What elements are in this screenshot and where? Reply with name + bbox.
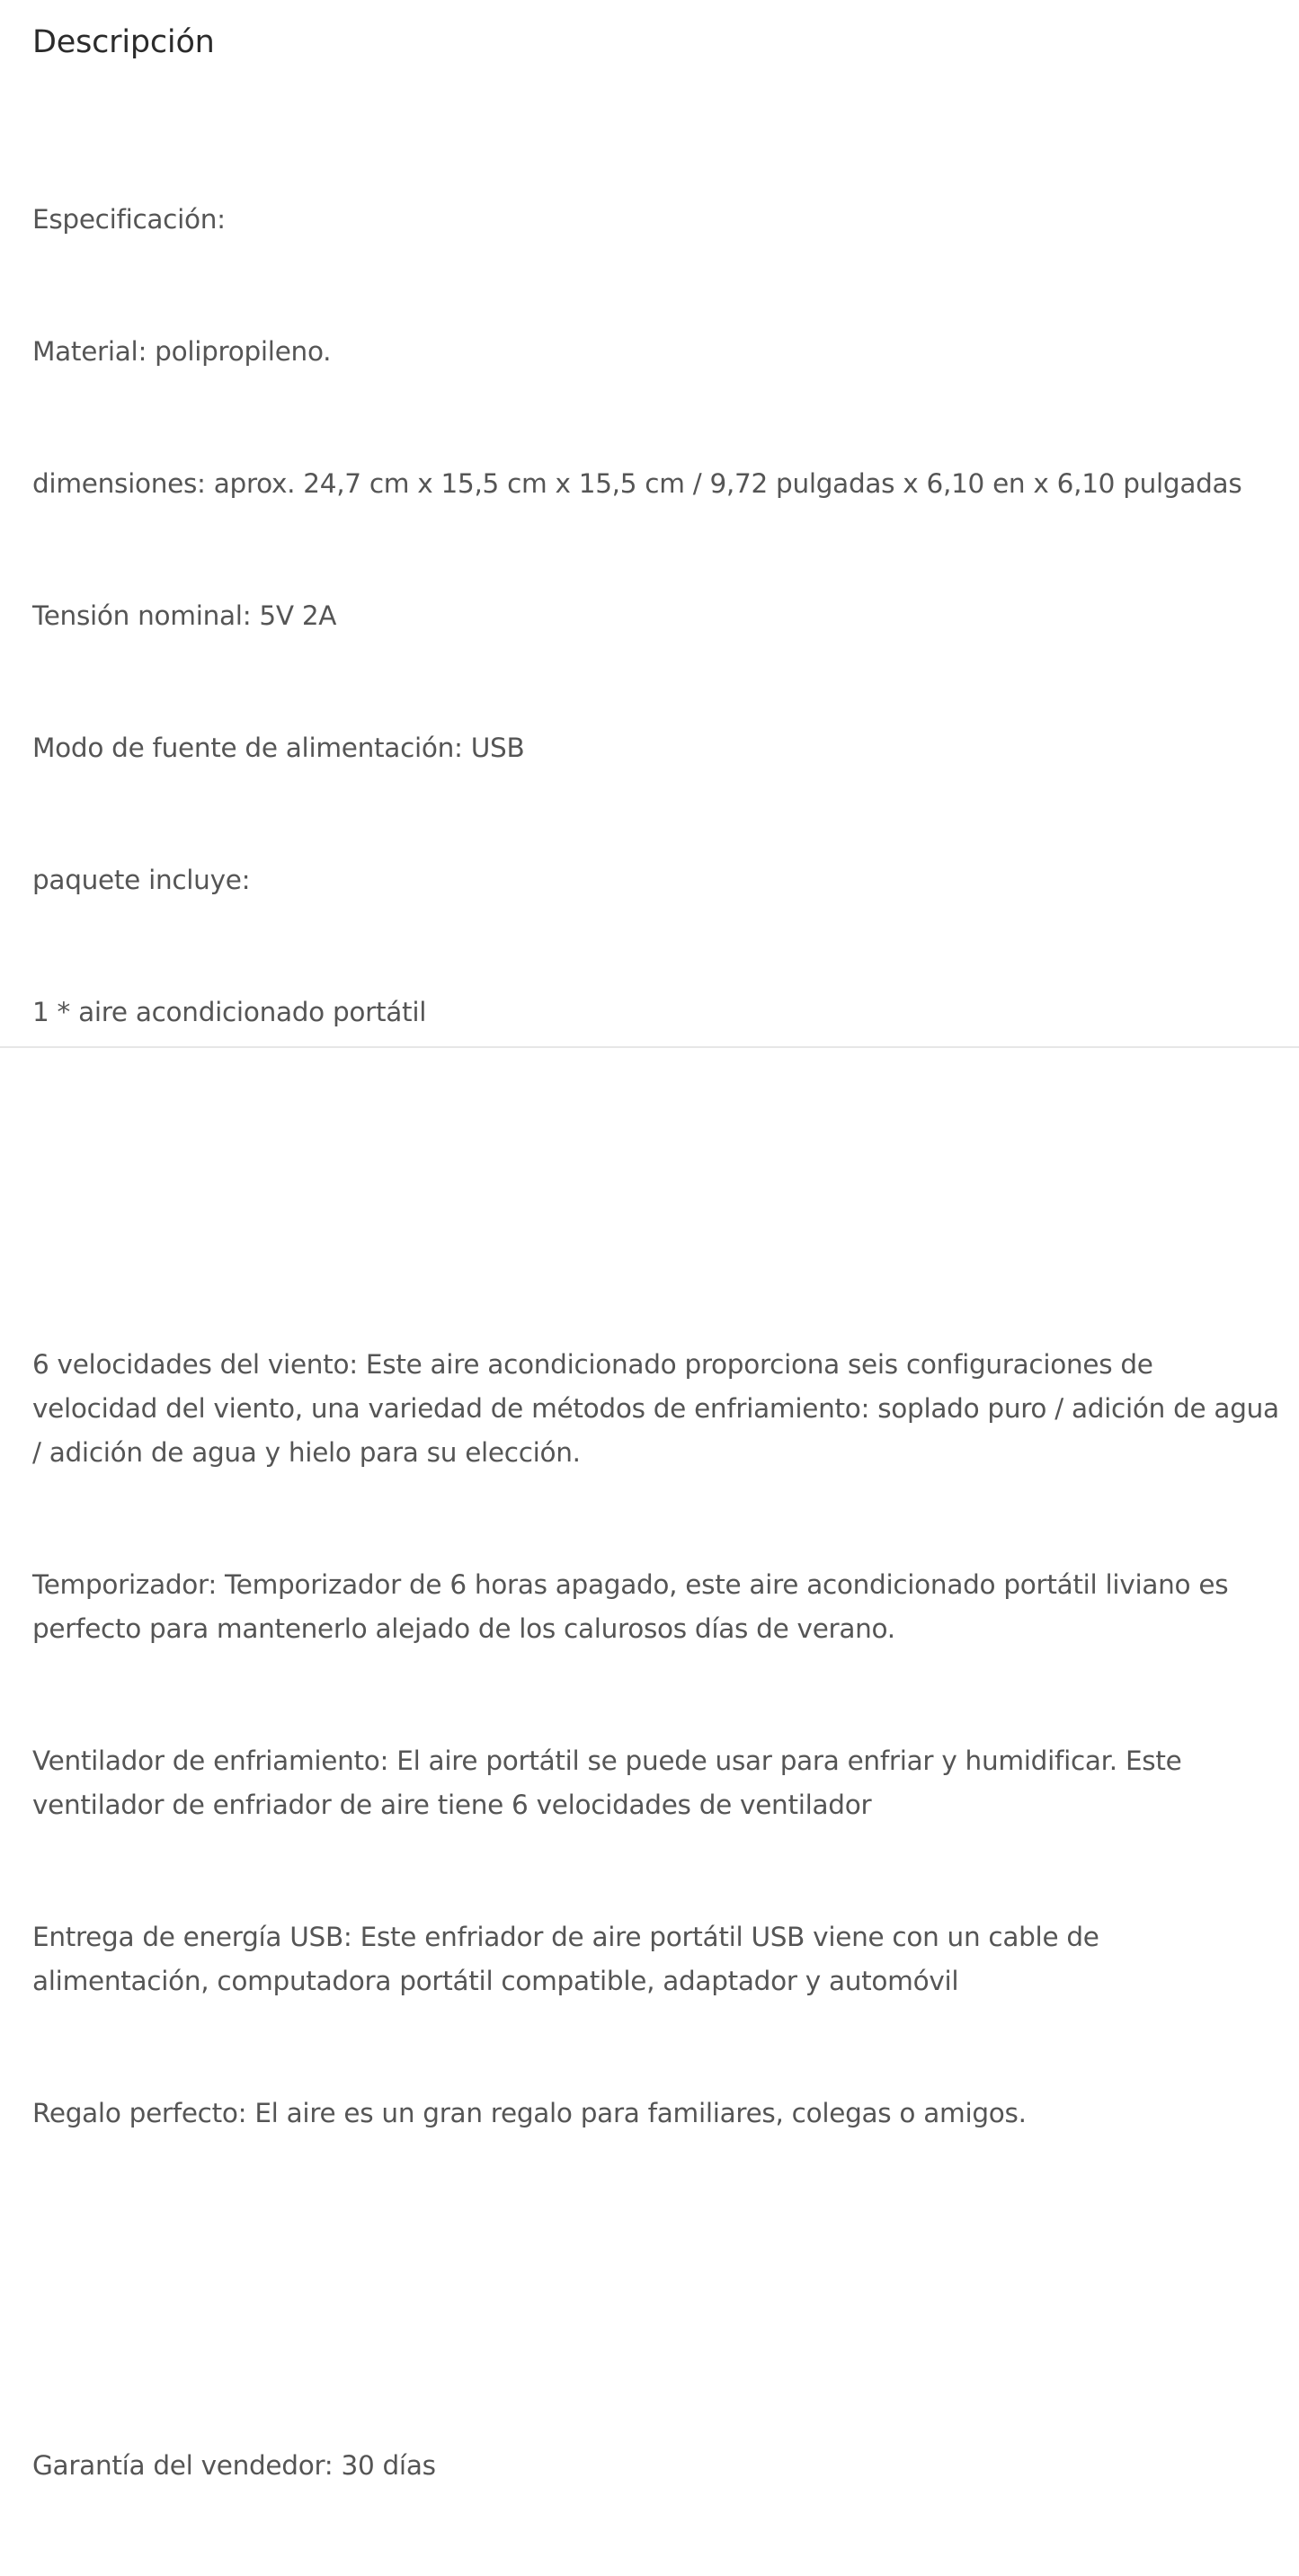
section-divider bbox=[0, 1046, 1299, 1048]
description-body bbox=[32, 110, 1287, 2576]
section-title: Descripción bbox=[32, 24, 215, 60]
paragraph-spacer bbox=[32, 2268, 1282, 2312]
spec-dimensions: dimensiones: aprox. 24,7 cm x 15,5 cm x 15,5 cm / 9,72 pulgadas x 6,10 en x 6,10 pulgadas bbox=[32, 468, 1242, 499]
spec-power-mode: Modo de fuente de alimentación: USB bbox=[32, 733, 525, 763]
feature-timer: Temporizador: Temporizador de 6 horas apagado, este aire acondicionado portátil liviano es perfecto para mantenerlo alejado de los calurosos días de verano. bbox=[32, 1569, 1237, 1644]
spec-material: Material: polipropileno. bbox=[32, 336, 332, 367]
spec-voltage: Tensión nominal: 5V 2A bbox=[32, 600, 337, 631]
seller-warranty: Garantía del vendedor: 30 días bbox=[32, 2450, 436, 2481]
package-item: 1 * aire acondicionado portátil bbox=[32, 997, 427, 1027]
feature-gift: Regalo perfecto: El aire es un gran regalo para familiares, colegas o amigos. bbox=[32, 2098, 1027, 2128]
package-heading: paquete incluye: bbox=[32, 865, 251, 895]
feature-wind-speeds: 6 velocidades del viento: Este aire acondicionado proporciona seis configuraciones de velocidad del viento, una variedad de métodos de enfriamiento: soplado puro / adición de agua / adición de agua y hielo para su elección. bbox=[32, 1349, 1287, 1468]
feature-cooling-fan: Ventilador de enfriamiento: El aire portátil se puede usar para enfriar y humidificar. Este ventilador de enfriador de aire tiene 6 velocidades de ventilador bbox=[32, 1745, 1190, 1820]
product-description-section bbox=[32, 18, 1287, 2576]
feature-usb-power: Entrega de energía USB: Este enfriador de aire portátil USB viene con un cable de alimentación, computadora portátil compatible, adaptador y automóvil bbox=[32, 1922, 1108, 1996]
paragraph-spacer bbox=[32, 1167, 1282, 1211]
spec-heading: Especificación: bbox=[32, 204, 226, 235]
